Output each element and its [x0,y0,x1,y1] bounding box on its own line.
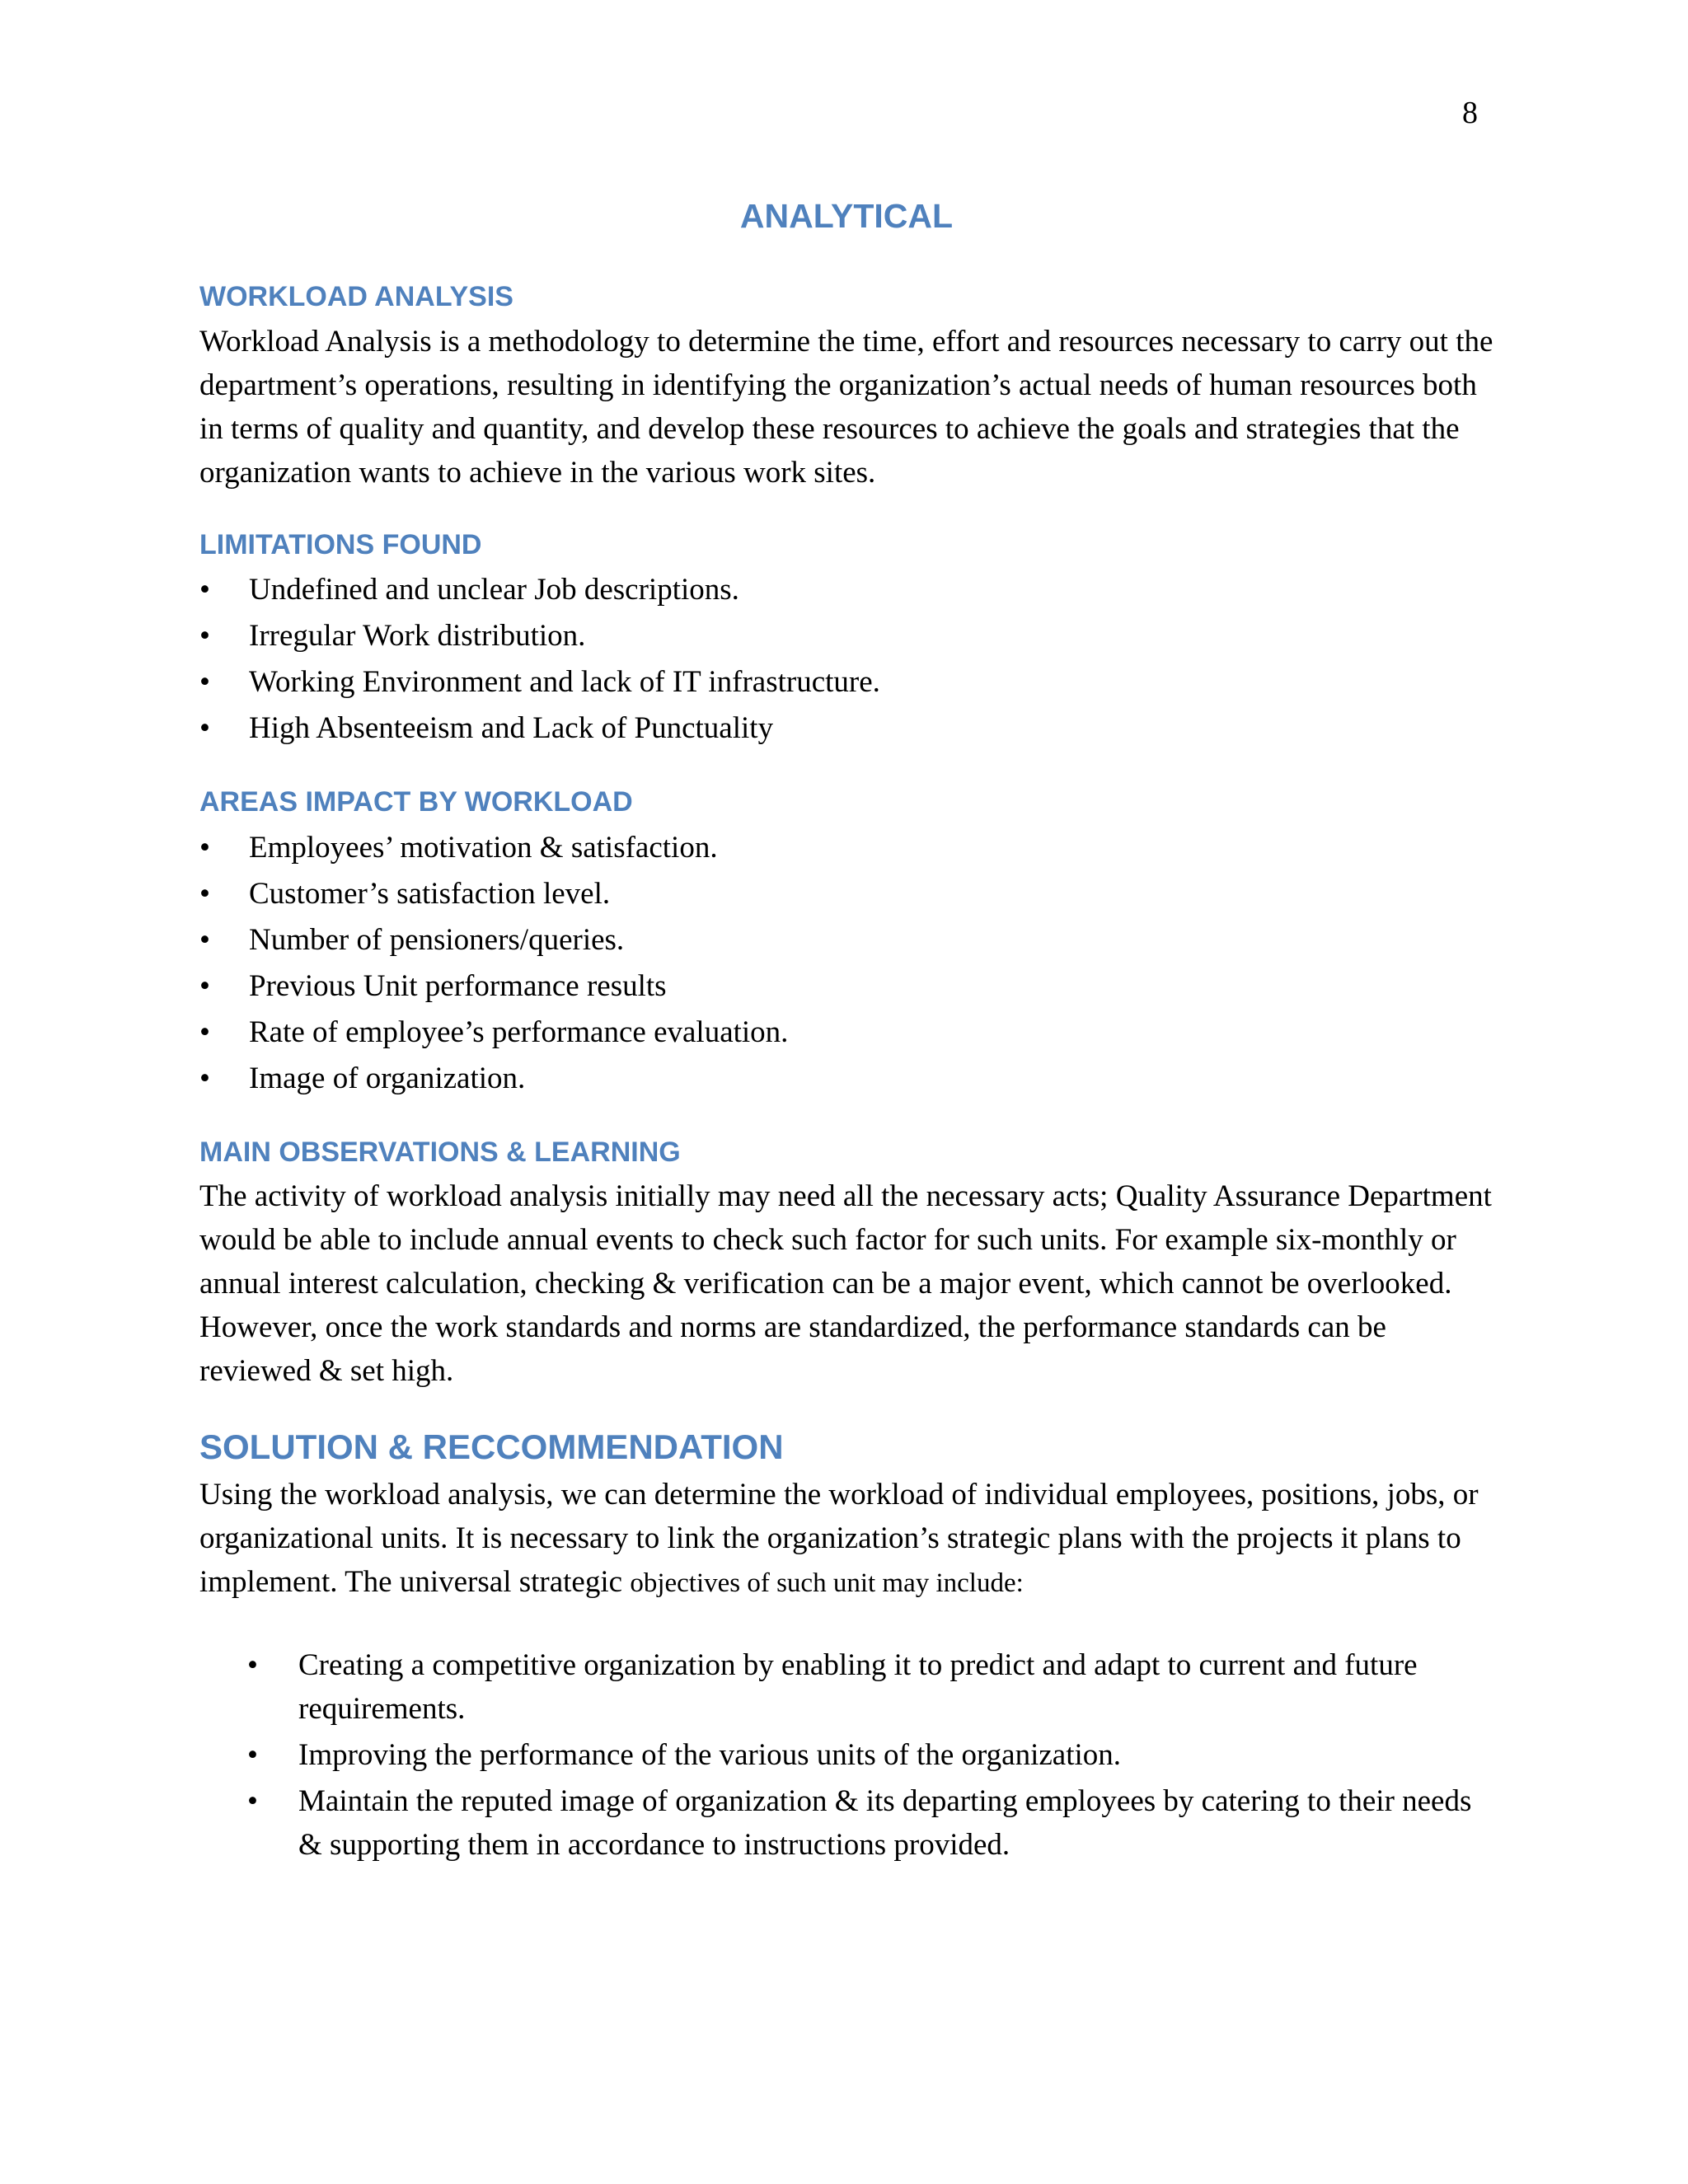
list-item [199,963,1493,1010]
list-item [199,1733,1493,1777]
list-item-text: Maintain the reputed image of organization & its departing employees by catering to their needs & supporting them in accordance to instructions provided. [298,1783,1472,1862]
list-item [199,825,1493,871]
observations-paragraph: The activity of workload analysis initially may need all the necessary acts; Quality Assurance Department would be able to include annual events to check such factor for such units. For example six-monthly or annual interest calculation, checking & verification can be a major event, which cannot be overlooked. However, once the work standards and norms are standardized, the performance standards can be reviewed & set high. [199,1179,1492,1389]
observations-heading: MAIN OBSERVATIONS & LEARNING [199,1136,681,1168]
solution-paragraph-small: objectives of such unit may include: [630,1568,1024,1598]
list-item [199,659,1493,705]
bullet-icon: • [247,1783,258,1818]
bullet-icon: • [199,573,210,607]
list-item-text: Customer’s satisfaction level. [249,876,611,911]
list-item [199,1643,1493,1731]
limitations-list [199,567,1493,752]
list-item [199,917,1493,963]
workload-analysis-heading: WORKLOAD ANALYSIS [199,281,513,313]
section-observations [199,1135,1493,1394]
bullet-icon: • [199,711,210,746]
section-areas-impact [199,785,1493,1102]
limitations-heading: LIMITATIONS FOUND [199,528,482,560]
page-content [199,196,1493,1900]
list-item-text: Employees’ motivation & satisfaction. [249,830,718,865]
list-item-text: Working Environment and lack of IT infrastructure. [249,665,880,700]
list-item [199,567,1493,613]
bullet-icon: • [247,1737,258,1772]
list-item [199,1056,1493,1102]
list-item [199,1010,1493,1056]
list-item-text: Image of organization. [249,1061,526,1095]
solution-paragraph [199,1473,1493,1605]
workload-analysis-paragraph: Workload Analysis is a methodology to determine the time, effort and resources necessary to carry out the department’s operations, resulting in identifying the organization’s actual needs of human resources both in terms of quality and quantity, and develop these resources to achieve the goals and strategies that the organization wants to achieve in the various work sites. [199,324,1493,490]
section-solution [199,1426,1493,1867]
list-item [199,1779,1493,1867]
bullet-icon: • [199,830,210,865]
list-item-text: Irregular Work distribution. [249,619,586,654]
list-item [199,613,1493,659]
bullet-icon: • [199,1015,210,1049]
section-limitations [199,527,1493,752]
list-item [199,871,1493,917]
solution-list [199,1643,1493,1867]
list-item-text: High Absenteeism and Lack of Punctuality [249,711,774,746]
areas-impact-list [199,825,1493,1102]
bullet-icon: • [199,665,210,700]
bullet-icon: • [247,1647,258,1682]
list-item-text: Undefined and unclear Job descriptions. [249,573,739,607]
bullet-icon: • [199,968,210,1003]
page-title: ANALYTICAL [739,197,954,235]
list-item-text: Rate of employee’s performance evaluation. [249,1015,789,1049]
page-number: 8 [1462,96,1478,130]
bullet-icon: • [199,922,210,957]
list-item-text: Number of pensioners/queries. [249,922,625,957]
solution-heading: SOLUTION & RECCOMMENDATION [199,1427,784,1467]
areas-impact-heading: AREAS IMPACT BY WORKLOAD [199,786,633,818]
bullet-icon: • [199,619,210,654]
list-item-text: Previous Unit performance results [249,968,667,1003]
list-item-text: Improving the performance of the various units of the organization. [298,1737,1122,1772]
bullet-icon: • [199,876,210,911]
list-item [199,705,1493,752]
solution-paragraph-main: Using the workload analysis, we can determine the workload of individual employees, positions, jobs, or organizational units. It is necessary to link the organization’s strategic plans with the projects it plans to implement. The universal strategic [199,1477,1479,1599]
section-workload-analysis [199,279,1493,494]
list-item-text: Creating a competitive organization by enabling it to predict and adapt to current and future requirements. [298,1647,1418,1726]
bullet-icon: • [199,1061,210,1095]
